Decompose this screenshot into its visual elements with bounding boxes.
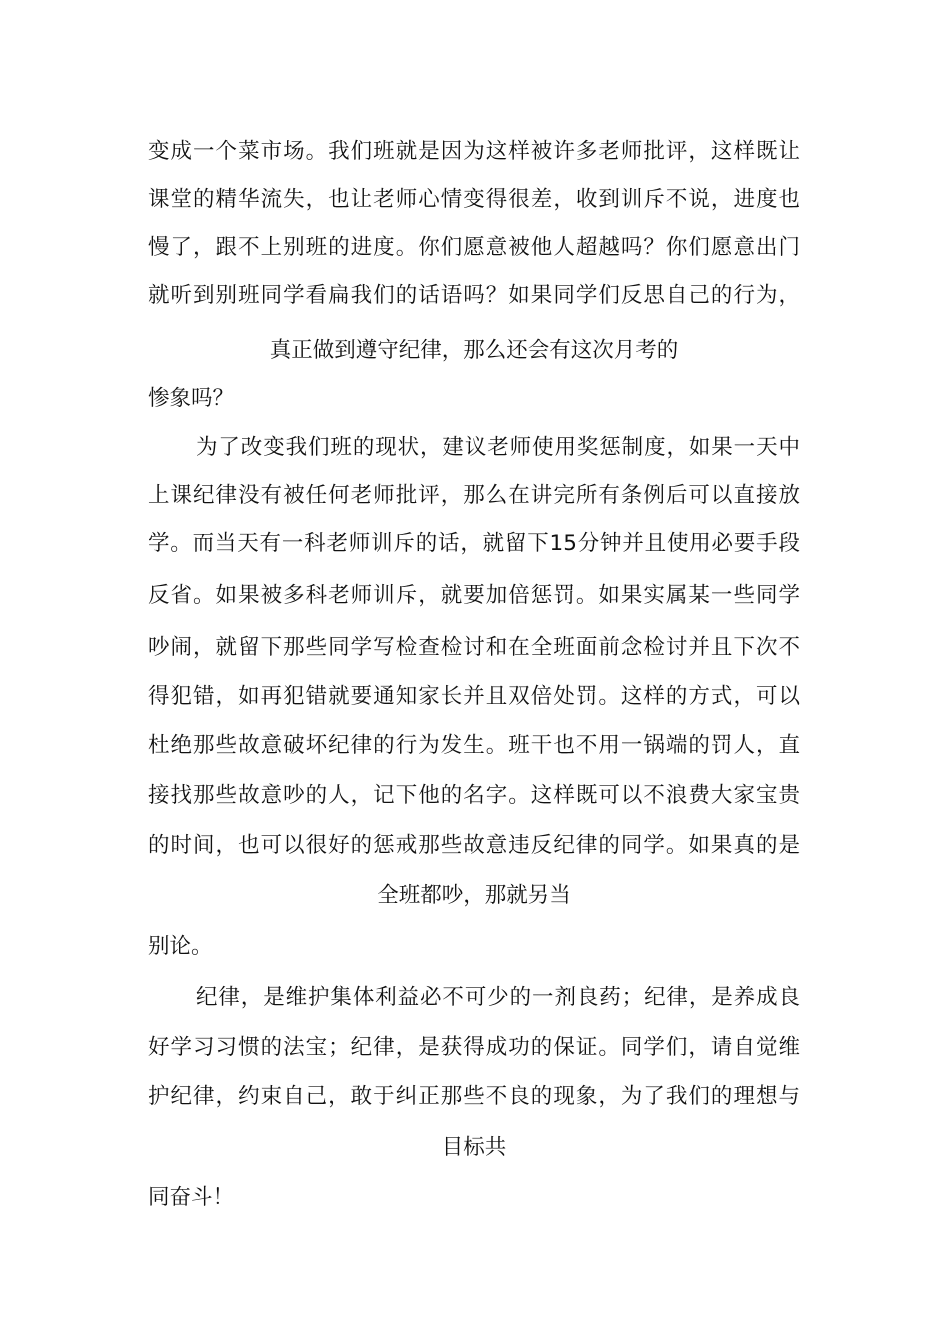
text-line: 上课纪律没有被任何老师批评，那么在讲完所有条例后可以直接放 (148, 483, 800, 508)
text-line: 全班都吵，那就另当 (377, 883, 571, 908)
text-line: 杜绝那些故意破坏纪律的行为发生。班干也不用一锅端的罚人，直 (148, 733, 800, 758)
text-line: 目标共 (441, 1135, 507, 1160)
text-line: 变成一个菜市场。我们班就是因为这样被许多老师批评，这样既让 (148, 139, 800, 164)
text-line: 就听到别班同学看扁我们的话语吗？如果同学们反思自己的行为， (148, 283, 800, 308)
text-line: 同奋斗！ (148, 1185, 235, 1210)
text-line: 惨象吗？ (148, 386, 235, 411)
text-line: 吵闹，就留下那些同学写检查检讨和在全班面前念检讨并且下次不 (148, 635, 800, 660)
text-line: 别论。 (148, 934, 213, 959)
text-line: 真正做到遵守纪律，那么还会有这次月考的 (269, 338, 679, 363)
text-line: 的时间，也可以很好的惩戒那些故意违反纪律的同学。如果真的是 (148, 833, 800, 858)
text-line: 好学习习惯的法宝；纪律，是获得成功的保证。同学们，请自觉维 (148, 1035, 800, 1060)
paragraph-first-line: 纪律，是维护集体利益必不可少的一剂良药；纪律，是养成良 (196, 985, 800, 1010)
text-line: 护纪律，约束自己，敢于纠正那些不良的现象，为了我们的理想与 (148, 1084, 800, 1109)
text-line: 得犯错，如再犯错就要通知家长并且双倍处罚。这样的方式，可以 (148, 684, 800, 709)
text-line: 课堂的精华流失，也让老师心情变得很差，收到训斥不说，进度也 (148, 187, 800, 212)
text-line: 接找那些故意吵的人，记下他的名字。这样既可以不浪费大家宝贵 (148, 783, 800, 808)
text-line: 学。而当天有一科老师训斥的话，就留下15分钟并且使用必要手段 (148, 531, 800, 556)
text-line: 反省。如果被多科老师训斥，就要加倍惩罚。如果实属某一些同学 (148, 583, 800, 608)
text-line: 慢了，跟不上别班的进度。你们愿意被他人超越吗？你们愿意出门 (148, 235, 800, 260)
paragraph-first-line: 为了改变我们班的现状，建议老师使用奖惩制度，如果一天中 (196, 435, 800, 460)
